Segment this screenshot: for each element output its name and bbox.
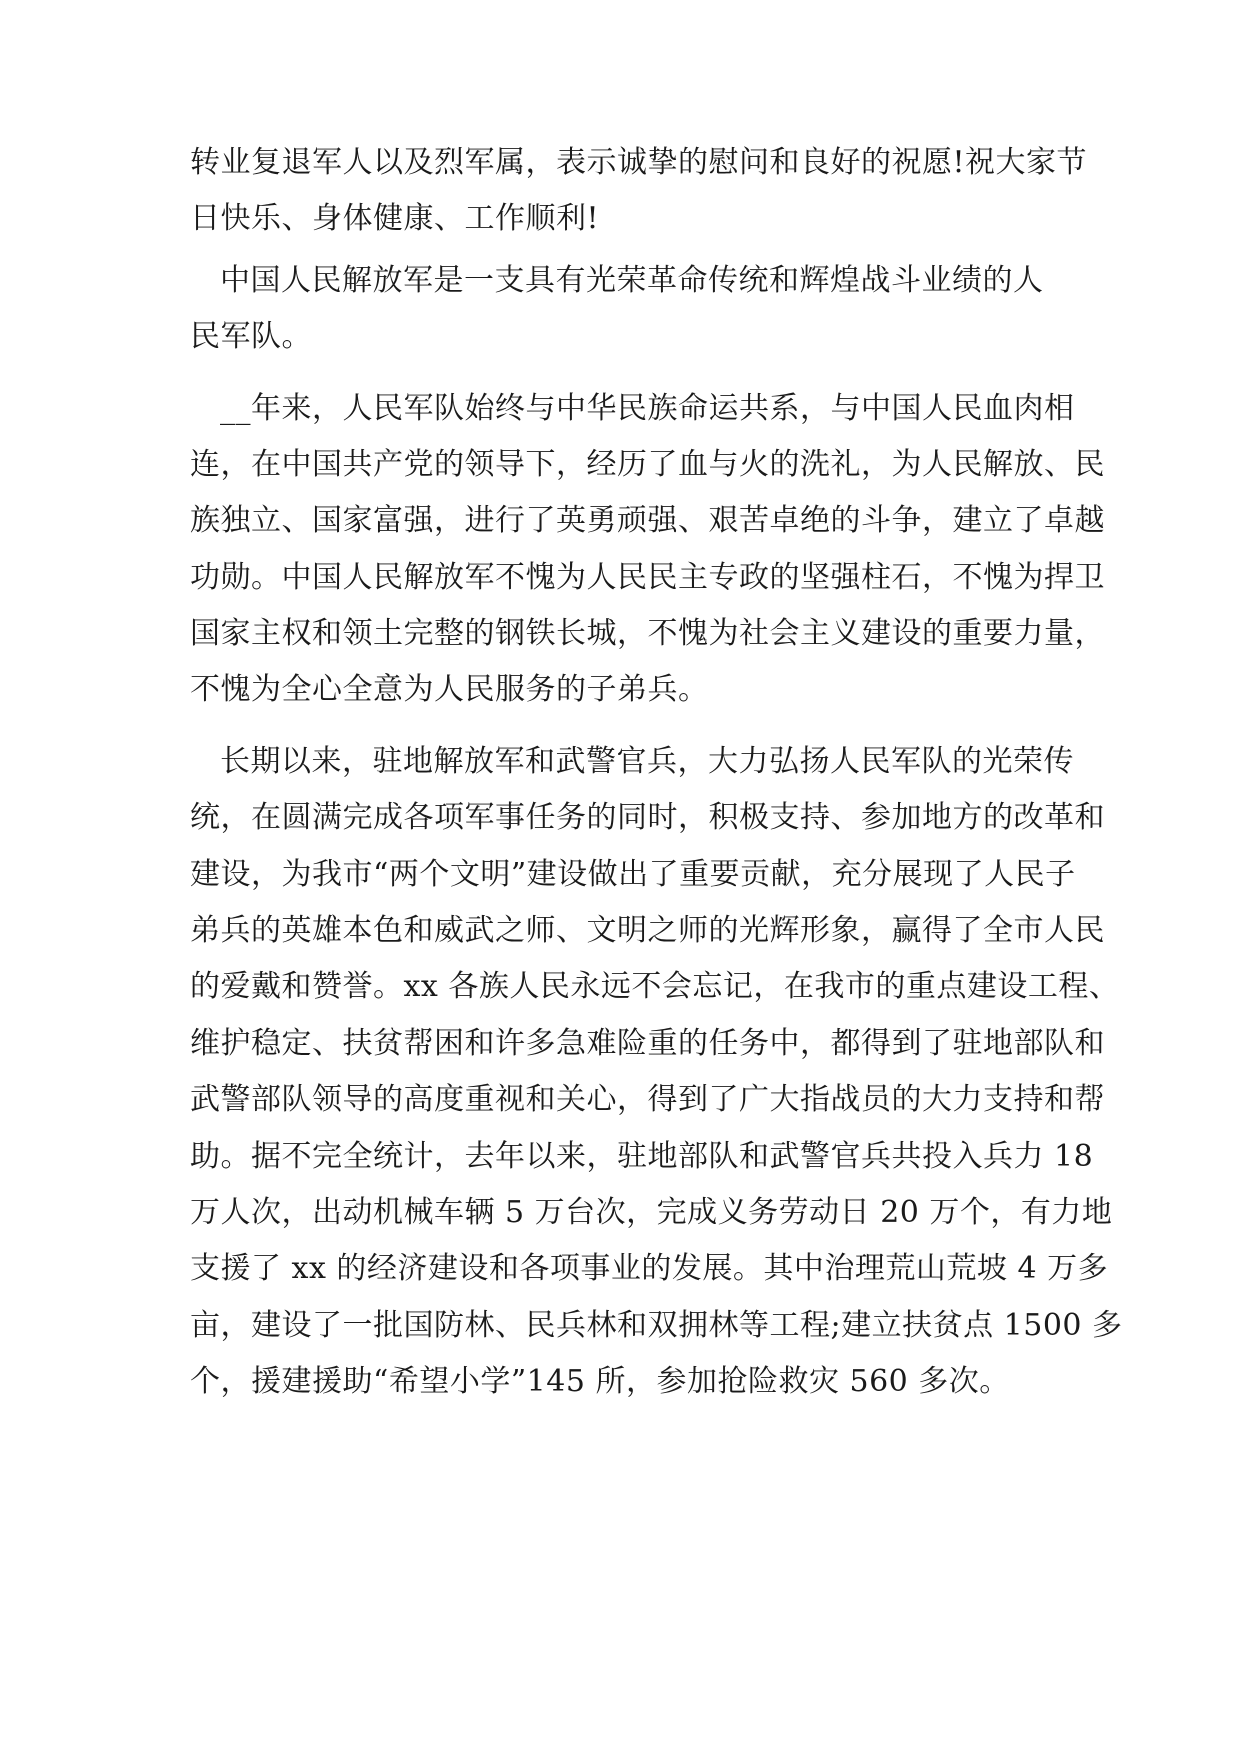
text-line: 维护稳定、扶贫帮困和许多急难险重的任务中，都得到了驻地部队和 bbox=[190, 1026, 1105, 1061]
text-line: 建设，为我市“两个文明”建设做出了重要贡献，充分展现了人民子 bbox=[190, 857, 1076, 892]
text-line: 长期以来，驻地解放军和武警官兵，大力弘扬人民军队的光荣传 bbox=[220, 744, 1074, 779]
text-line: __年来，人民军队始终与中华民族命运共系，与中国人民血肉相 bbox=[220, 391, 1075, 426]
text-line: 助。据不完全统计，去年以来，驻地部队和武警官兵共投入兵力 18 bbox=[190, 1139, 1094, 1174]
text-line: 中国人民解放军是一支具有光荣革命传统和辉煌战斗业绩的人 bbox=[220, 263, 1044, 298]
text-line: 不愧为全心全意为人民服务的子弟兵。 bbox=[190, 672, 709, 707]
text-line: 连，在中国共产党的领导下，经历了血与火的洗礼，为人民解放、民 bbox=[190, 447, 1105, 482]
text-line: 武警部队领导的高度重视和关心，得到了广大指战员的大力支持和帮 bbox=[190, 1082, 1105, 1117]
text-line: 功勋。中国人民解放军不愧为人民民主专政的坚强柱石，不愧为捍卫 bbox=[190, 560, 1105, 595]
text-line: 个，援建援助“希望小学”145 所，参加抢险救灾 560 多次。 bbox=[190, 1364, 1010, 1399]
text-line: 日快乐、身体健康、工作顺利! bbox=[190, 201, 600, 236]
text-line: 转业复退军人以及烈军属，表示诚挚的慰问和良好的祝愿!祝大家节 bbox=[190, 145, 1088, 180]
text-line: 支援了 xx 的经济建设和各项事业的发展。其中治理荒山荒坡 4 万多 bbox=[190, 1251, 1109, 1286]
text-line: 统，在圆满完成各项军事任务的同时，积极支持、参加地方的改革和 bbox=[190, 800, 1105, 835]
text-line: 弟兵的英雄本色和威武之师、文明之师的光辉形象，赢得了全市人民 bbox=[190, 913, 1105, 948]
text-line: 族独立、国家富强，进行了英勇顽强、艰苦卓绝的斗争，建立了卓越 bbox=[190, 503, 1105, 538]
text-line: 万人次，出动机械车辆 5 万台次，完成义务劳动日 20 万个，有力地 bbox=[190, 1195, 1113, 1230]
text-line: 民军队。 bbox=[190, 319, 312, 354]
text-line: 的爱戴和赞誉。xx 各族人民永远不会忘记，在我市的重点建设工程、 bbox=[190, 969, 1120, 1004]
text-line: 亩，建设了一批国防林、民兵林和双拥林等工程;建立扶贫点 1500 多 bbox=[190, 1308, 1123, 1343]
text-line: 国家主权和领土完整的钢铁长城，不愧为社会主义建设的重要力量， bbox=[190, 616, 1105, 651]
